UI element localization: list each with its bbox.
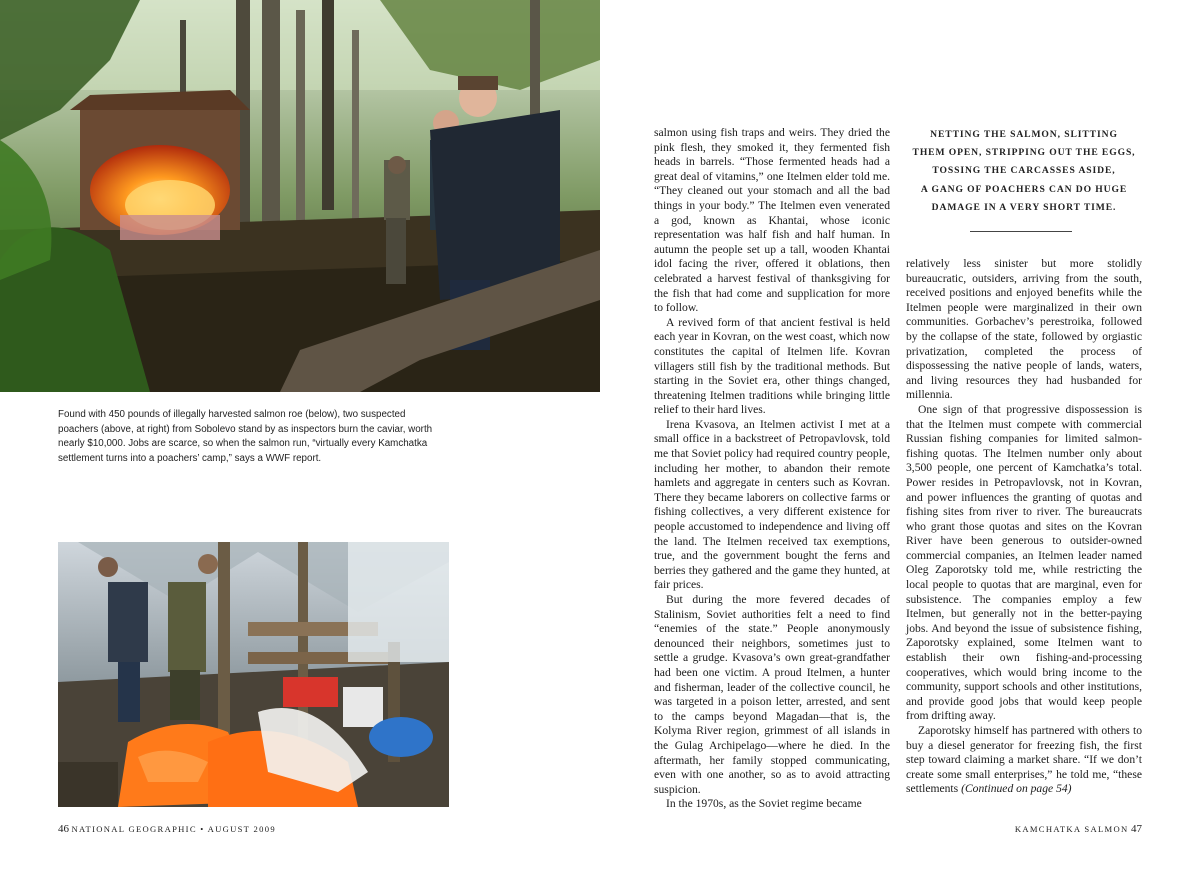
paragraph: But during the more fevered decades of Stalinism, Soviet authorities felt a need to find “enemies of the state.” People anonymously denounced their neighbors, sometimes just to settle a grudge. Kvasova’s own great-grandfather had been one victim. A proud Itelmen, a hunter and fisherman, leader of the collective council, he was targeted in a poison letter, arrested, and sent to the camps beyond Magadan—that is, the Kolyma River region, grimmest of all islands in the Gulag Archipelago—where he died. In the aftermath, her family stopped communicating, even with one another, so as to avoid attracting suspicion. [654, 593, 890, 796]
continued-note: (Continued on page 54) [961, 782, 1072, 796]
article-column-2 [906, 257, 1142, 797]
paragraph: salmon using fish traps and weirs. They dried the pink flesh, they smoked it, they fermented fish heads in barrels. “Those fermented heads had a great deal of vitamins,” one Itelmen elder told me. “They cleaned out your stomach and all the bad things in your body.” The Itelmen even venerated a god, known as Khantai, whose iconic representation was half fish and half human. In autumn the people set up a tall, wooden Khantai idol facing the river, offered it oblations, then celebrated a harvest festival of thanksgiving for the fish that had come and supplication for more to follow. [654, 126, 890, 315]
paragraph: A revived form of that ancient festival is held each year in Kovran, on the west coast, which now constitutes the capital of Itelmen life. Kovran villagers still fish by the traditional methods. But starting in the Soviet era, other things changed, threatening Itelmen traditions while bringing little relief to their hard lives. [654, 315, 890, 417]
paragraph: Irena Kvasova, an Itelmen activist I met at a small office in a backstreet of Petropavlovsk, told me that Soviet policy had required country people, including her mother, to abandon their remote hamlets and aggregate in centers such as Kovran. There they became laborers on collective farms or fishing collectives, a very different existence for people accustomed to independence and living off the land. The Itelmen received tax exemptions, true, and the government bought the ferns and berries they gathered and the game they hunted, at fair prices. [654, 417, 890, 592]
top-photo-illustration [0, 0, 600, 392]
pull-quote-line: DAMAGE IN A VERY SHORT TIME. [931, 201, 1117, 213]
pull-quote-line: NETTING THE SALMON, SLITTING [930, 129, 1118, 140]
paragraph: relatively less sinister but more stolidly bureaucratic, outsiders, arriving from the south, received positions and enjoyed benefits while the Itelmen people were marginalized in their own communities. Gorbachev’s perestroika, followed by the collapse of the state, followed by orgiastic privatization, completed the process of dispossessing the native people of lands, waters, and living resources they had husbanded for millennia. [906, 257, 1142, 402]
paragraph: In the 1970s, as the Soviet regime became [666, 797, 862, 811]
paragraph [906, 724, 1142, 797]
running-head: KAMCHATKA SALMON [1014, 824, 1129, 834]
photo-caption: Found with 450 pounds of illegally harvested salmon roe (below), two suspected poachers (above, at right) from Sobolevo stand by as inspectors burn the caviar, worth nearly $10,000. Jobs are scarce, so when the salmon run, “virtually every Kamchatka settlement turns into a poachers’ camp,” says a WWF report. [58, 409, 433, 464]
page-number: 47 [1131, 823, 1142, 835]
pull-quote-line: A GANG OF POACHERS CAN DO HUGE [920, 183, 1128, 195]
pull-quote-line: THEM OPEN, STRIPPING OUT THE EGGS, [912, 147, 1136, 159]
pull-quote-line: TOSSING THE CARCASSES ASIDE, [932, 165, 1116, 177]
pull-quote [906, 126, 1142, 217]
pull-quote-divider [970, 231, 1072, 232]
bottom-photo-illustration [58, 542, 449, 807]
paragraph: One sign of that progressive dispossession is that the Itelmen must compete with commercial Russian fishing companies for limited salmon-fishing quotas. The Itelmen number only about 3,500 people, one percent of Kamchatka’s total. Power resides in Petropavlovsk, not in Kovran, and power influences the granting of quotas and fishing sites from river to river. The bureaucrats who grant those quotas and sites on the Kovran River have been generous to outsider-owned commercial companies, an Itelmen leader named Oleg Zaporotsky told me, while restricting the local people to quotas that are marginal, even for subsistence. The companies employ a few Itelmen, but generally not in the better-paying jobs. And beyond the issue of subsistence fishing, Zaporotsky explained, some Itelmen want to establish their own fishing-and-processing cooperatives, which would bring income to the community, support schools and other institutions, and provide good jobs that would keep people from drifting away. [906, 402, 1142, 723]
running-head: NATIONAL GEOGRAPHIC • AUGUST 2009 [71, 824, 276, 834]
top-photo [0, 0, 600, 392]
bottom-photo [58, 542, 449, 807]
folio-right [1015, 823, 1142, 835]
paragraph-text: Zaporotsky himself has partnered with others to buy a diesel generator for freezing fish, the first step toward claiming a market share. “If we don’t create some small enterprises,” he told me, “these settlements [906, 724, 1142, 796]
folio-left [58, 823, 276, 835]
page-number: 46 [58, 823, 69, 835]
article-column-1 [654, 126, 890, 812]
